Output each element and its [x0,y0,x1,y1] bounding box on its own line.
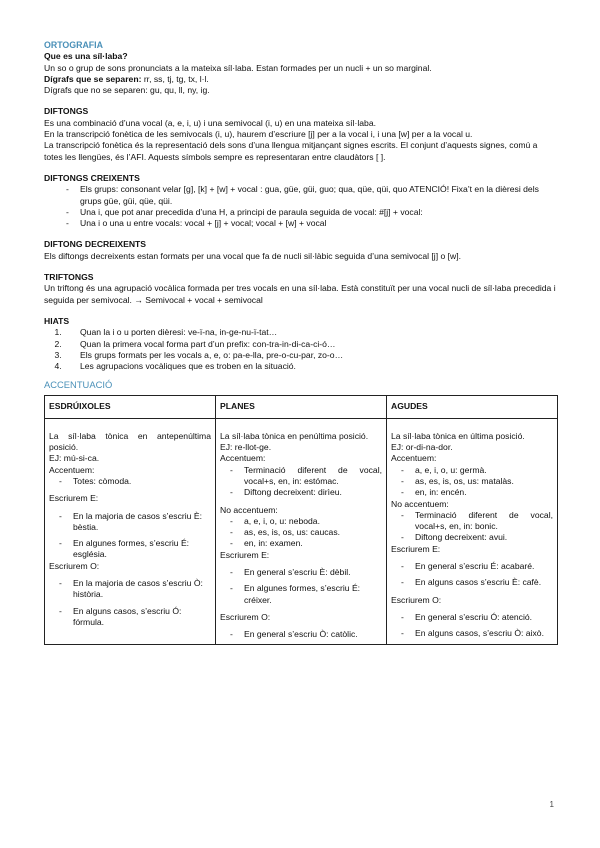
esdruixoles-e-label: Escriurem E: [49,493,99,504]
planes-e-label: Escriurem E: [220,549,270,560]
digrafs-separate-value: rr, ss, tj, tg, tx, l·l. [141,73,209,84]
list-item: - En alguns casos, s’escriu Ò: això. [401,628,553,639]
esdruixoles-e-list [49,511,211,561]
document-page [44,40,556,645]
section-title-ortografia: ORTOGRAFIA [44,40,103,50]
list-item: - en, in: encén. [401,487,553,498]
esdruixoles-accentuem-list [49,476,211,487]
section-title-triftongs: TRIFTONGS [44,272,94,283]
planes-example: EJ: re-llot-ge. [220,442,272,453]
agudes-accentuem-label: Accentuem: [391,453,437,464]
hiats-list [44,327,556,372]
list-item: - En la majoria de casos s’escriu È: bèstia. [59,511,211,534]
list-item: - as, es, is, os, us: caucas. [230,527,382,538]
list-item: - Una i, que pot anar precedida d’una H, a principi de paraula seguida de vocal: #[j] + vocal: [66,207,556,218]
digrafs-separate [44,74,556,85]
list-item: - En alguns casos s’escriu È: cafè. [401,577,553,588]
list-item: - as, es, is, os, us: matalàs. [401,476,553,487]
esdruixoles-o-list [49,578,211,628]
column-header-planes: PLANES [216,395,387,418]
section-title-hiats: HIATS [44,315,70,326]
agudes-definition: La síl·laba tònica en última posició. [391,430,525,441]
section-title-accentuacio: ACCENTUACIÓ [44,379,113,391]
list-item: - Una i o una u entre vocals: vocal + [j] + vocal; vocal + [w] + vocal [66,218,556,229]
column-header-esdruixoles: ESDRÚIXOLES [45,395,216,418]
planes-cell [216,418,387,645]
list-item: - En general s’escriu É: acabaré. [401,561,553,572]
list-item: 2. Quan la primera vocal forma part d’un prefix: con-tra-in-di-ca-ci-ó… [64,339,556,350]
planes-accentuem-label: Accentuem: [220,453,266,464]
list-item: - Terminació diferent de vocal, vocal+s, en, in: bonic. [401,510,553,533]
planes-e-list [220,567,382,606]
creixents-list [44,184,556,229]
list-item: - Totes: còmoda. [59,476,211,487]
agudes-o-list [391,612,553,640]
list-item: 1. Quan la i o u porten dièresi: ve-ï-na, in-ge-nu-ï-tat… [64,327,556,338]
accentuation-table [44,395,558,646]
diftongs-line-2: En la transcripció fonètica de les semivocals (i, u), haurem d’escriure [j] per a la vocal i, i una [w] per a la vocal u. [44,129,473,140]
triftongs-text: Un triftong és una agrupació vocàlica formada per tres vocals en una síl·laba. Està constituït per una vocal nucli de síl·laba precedida i seguida per semivocal. → Semivocal + vocal + semivocal [44,283,556,305]
planes-no-accentuem-label: No accentuem: [220,504,278,515]
esdruixoles-accentuem-label: Accentuem: [49,464,95,475]
list-item: - En alguns casos, s’escriu Ó: fórmula. [59,606,211,629]
planes-definition: La síl·laba tònica en penúltima posició. [220,430,369,441]
list-item: - a, e, i, o, u: germà. [401,465,553,476]
list-item: - En algunes formes, s’escriu É: església. [59,538,211,561]
list-item: - En la majoria de casos s’escriu Ò: història. [59,578,211,601]
list-item: - En general s’escriu Ò: catòlic. [230,629,382,640]
list-item: - a, e, i, o, u: neboda. [230,516,382,527]
esdruixoles-o-label: Escriurem O: [49,560,100,571]
page-number: 1 [549,800,554,809]
planes-o-label: Escriurem O: [220,611,271,622]
agudes-example: EJ: or-di-na-dor. [391,442,453,453]
agudes-e-list [391,561,553,589]
planes-no-accentuem-list [220,516,382,550]
list-item: - Els grups: consonant velar [g], [k] + [w] + vocal : gua, güe, güi, guo; qua, qüe, qüi, quo ATENCIÓ! Fixa’t en la dièresi dels grups güe, güi, qüe, qüi. [66,184,556,207]
list-item: - Terminació diferent de vocal, vocal+s, en, in: estómac. [230,465,382,488]
list-item: - Diftong decreixent: avui. [401,532,553,543]
agudes-o-label: Escriurem O: [391,594,442,605]
digrafs-no-separate: Dígrafs que no se separen: gu, qu, ll, ny, ig. [44,85,210,96]
agudes-e-label: Escriurem E: [391,543,441,554]
list-item: - Diftong decreixent: dirìeu. [230,487,382,498]
agudes-cell [387,418,558,645]
esdruixoles-example: EJ: mú-si-ca. [49,453,100,464]
list-item: - En general s’escriu È: dèbil. [230,567,382,578]
digrafs-separate-label: Dígrafs que se separen: [44,73,142,84]
syllable-definition: Un so o grup de sons pronunciats a la mateixa síl·laba. Estan formades per un nucli + un so marginal. [44,62,432,73]
section-title-decreixents: DIFTONG DECREIXENTS [44,239,147,250]
planes-accentuem-list [220,465,382,499]
planes-o-list [220,629,382,640]
section-title-diftongs: DIFTONGS [44,106,89,117]
esdruixoles-definition: La síl·laba tònica en antepenúltima posició. [49,430,211,453]
section-title-creixents: DIFTONGS CREIXENTS [44,172,140,183]
list-item: 3. Els grups formats per les vocals a, e, o: pa-e-lla, pre-o-cu-par, zo-o… [64,350,556,361]
decreixents-text: Els diftongs decreixents estan formats per una vocal que fa de nucli sil·làbic seguida d’una semivocal [j] o [w]. [44,250,462,261]
agudes-no-accentuem-label: No accentuem: [391,498,449,509]
list-item: 4. Les agrupacions vocàliques que es troben en la situació. [64,361,556,372]
syllable-question: Que es una síl·laba? [44,51,128,62]
list-item: - En algunes formes, s’escriu É: créixer. [230,583,382,606]
list-item: - en, in: examen. [230,538,382,549]
agudes-no-accentuem-list [391,510,553,544]
agudes-accentuem-list [391,465,553,499]
esdruixoles-cell [45,418,216,645]
list-item: - En general s’escriu Ó: atenció. [401,612,553,623]
diftongs-line-1: Es una combinació d’una vocal (a, e, i, u) i una semivocal (i, u) en una mateixa síl·laba. [44,117,376,128]
diftongs-line-3: La transcripció fonètica és la representació dels sons d’una llengua mitjançant signes escrits. El conjunt d’aquests signes, comú a totes les llengües, és l’AFI. Aquests símbols sempre es representaran entre claudàtors [ ]. [44,140,538,162]
column-header-agudes: AGUDES [387,395,558,418]
